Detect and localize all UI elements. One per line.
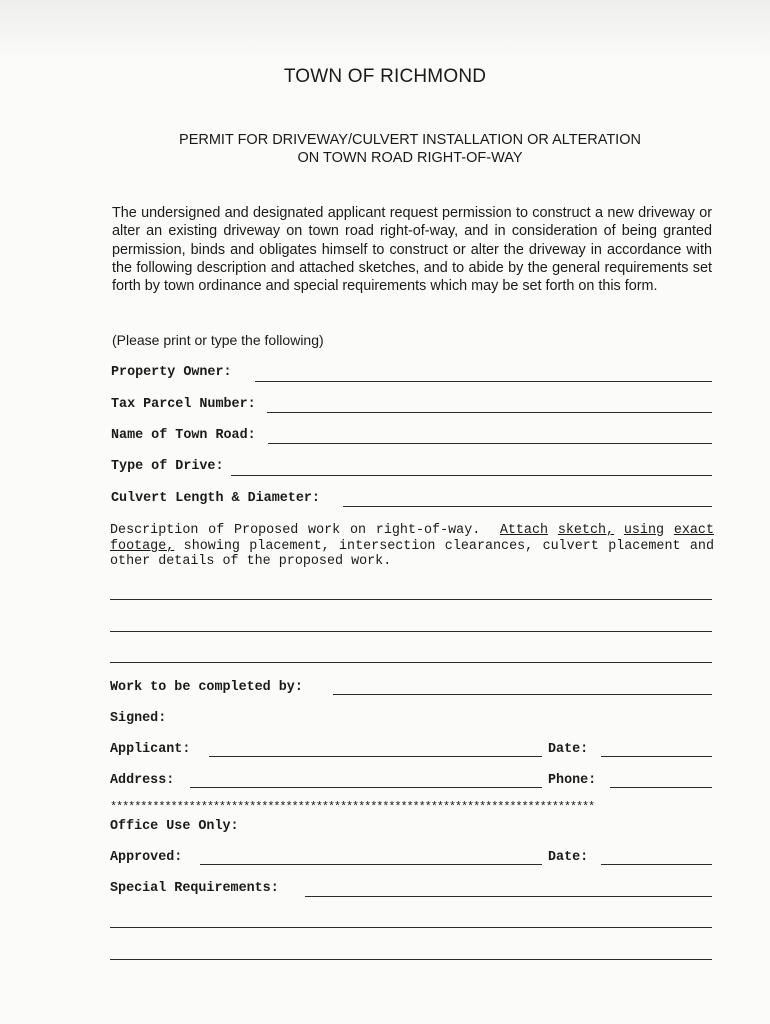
special-requirements-line-3[interactable]: [110, 959, 712, 960]
culvert-field[interactable]: [343, 506, 712, 507]
approved-date-label: Date:: [548, 850, 589, 865]
special-requirements-label: Special Requirements:: [110, 881, 279, 896]
phone-field[interactable]: [610, 787, 712, 788]
description-exact: exact: [673, 523, 715, 538]
applicant-field[interactable]: [209, 756, 542, 757]
special-requirements-field[interactable]: [305, 896, 712, 897]
applicant-date-label: Date:: [548, 742, 589, 757]
property-owner-field[interactable]: [255, 381, 712, 382]
culvert-label: Culvert Length & Diameter:: [111, 491, 320, 506]
tax-parcel-field[interactable]: [267, 412, 712, 413]
town-road-label: Name of Town Road:: [111, 428, 256, 443]
description-using: using: [623, 523, 665, 538]
office-use-label: Office Use Only:: [110, 819, 239, 834]
property-owner-label: Property Owner:: [111, 365, 232, 380]
town-road-field[interactable]: [268, 443, 712, 444]
asterisk-divider: ********************************************************************************: [110, 800, 595, 814]
work-completed-field[interactable]: [333, 694, 712, 695]
description-attach: Attach: [499, 523, 549, 538]
phone-label: Phone:: [548, 773, 597, 788]
tax-parcel-label: Tax Parcel Number:: [111, 397, 256, 412]
approved-field[interactable]: [200, 864, 542, 865]
applicant-label: Applicant:: [110, 742, 191, 757]
work-description-instructions: [110, 523, 714, 570]
approved-label: Approved:: [110, 850, 183, 865]
description-line-1[interactable]: [110, 599, 712, 600]
drive-type-field[interactable]: [231, 475, 712, 476]
special-requirements-line-2[interactable]: [110, 927, 712, 928]
approved-date-field[interactable]: [601, 864, 712, 865]
scan-shading: [0, 0, 770, 60]
subtitle-line-1: PERMIT FOR DRIVEWAY/CULVERT INSTALLATION OR ALTERATION: [179, 132, 641, 148]
description-sketch: sketch,: [557, 523, 615, 538]
description-line-2[interactable]: [110, 631, 712, 632]
address-label: Address:: [110, 773, 175, 788]
drive-type-label: Type of Drive:: [111, 459, 224, 474]
subtitle-line-2: ON TOWN ROAD RIGHT-OF-WAY: [297, 150, 523, 166]
address-field[interactable]: [190, 787, 542, 788]
print-instruction: (Please print or type the following): [112, 332, 324, 348]
signed-label: Signed:: [110, 711, 167, 726]
intro-paragraph: The undersigned and designated applicant request permission to construct a new driveway or alter an existing driveway on town road right-of-way, and in consideration of being granted permission, binds and obligates himself to construct or alter the driveway in accordance with the following description and attached sketches, and to abide by the general requirements set forth by town ordinance and special requirements which may be set forth on this form.: [112, 205, 712, 295]
description-line-3[interactable]: [110, 662, 712, 663]
applicant-date-field[interactable]: [601, 756, 712, 757]
form-subtitle: [0, 131, 770, 167]
description-rest: showing placement, intersection clearances, culvert placement and other details of the proposed work.: [110, 538, 714, 570]
description-footage: footage,: [110, 538, 175, 554]
work-completed-label: Work to be completed by:: [110, 680, 303, 695]
description-lead: Description of Proposed work on right-of-way.: [110, 523, 481, 538]
page-title: TOWN OF RICHMOND: [283, 66, 487, 87]
